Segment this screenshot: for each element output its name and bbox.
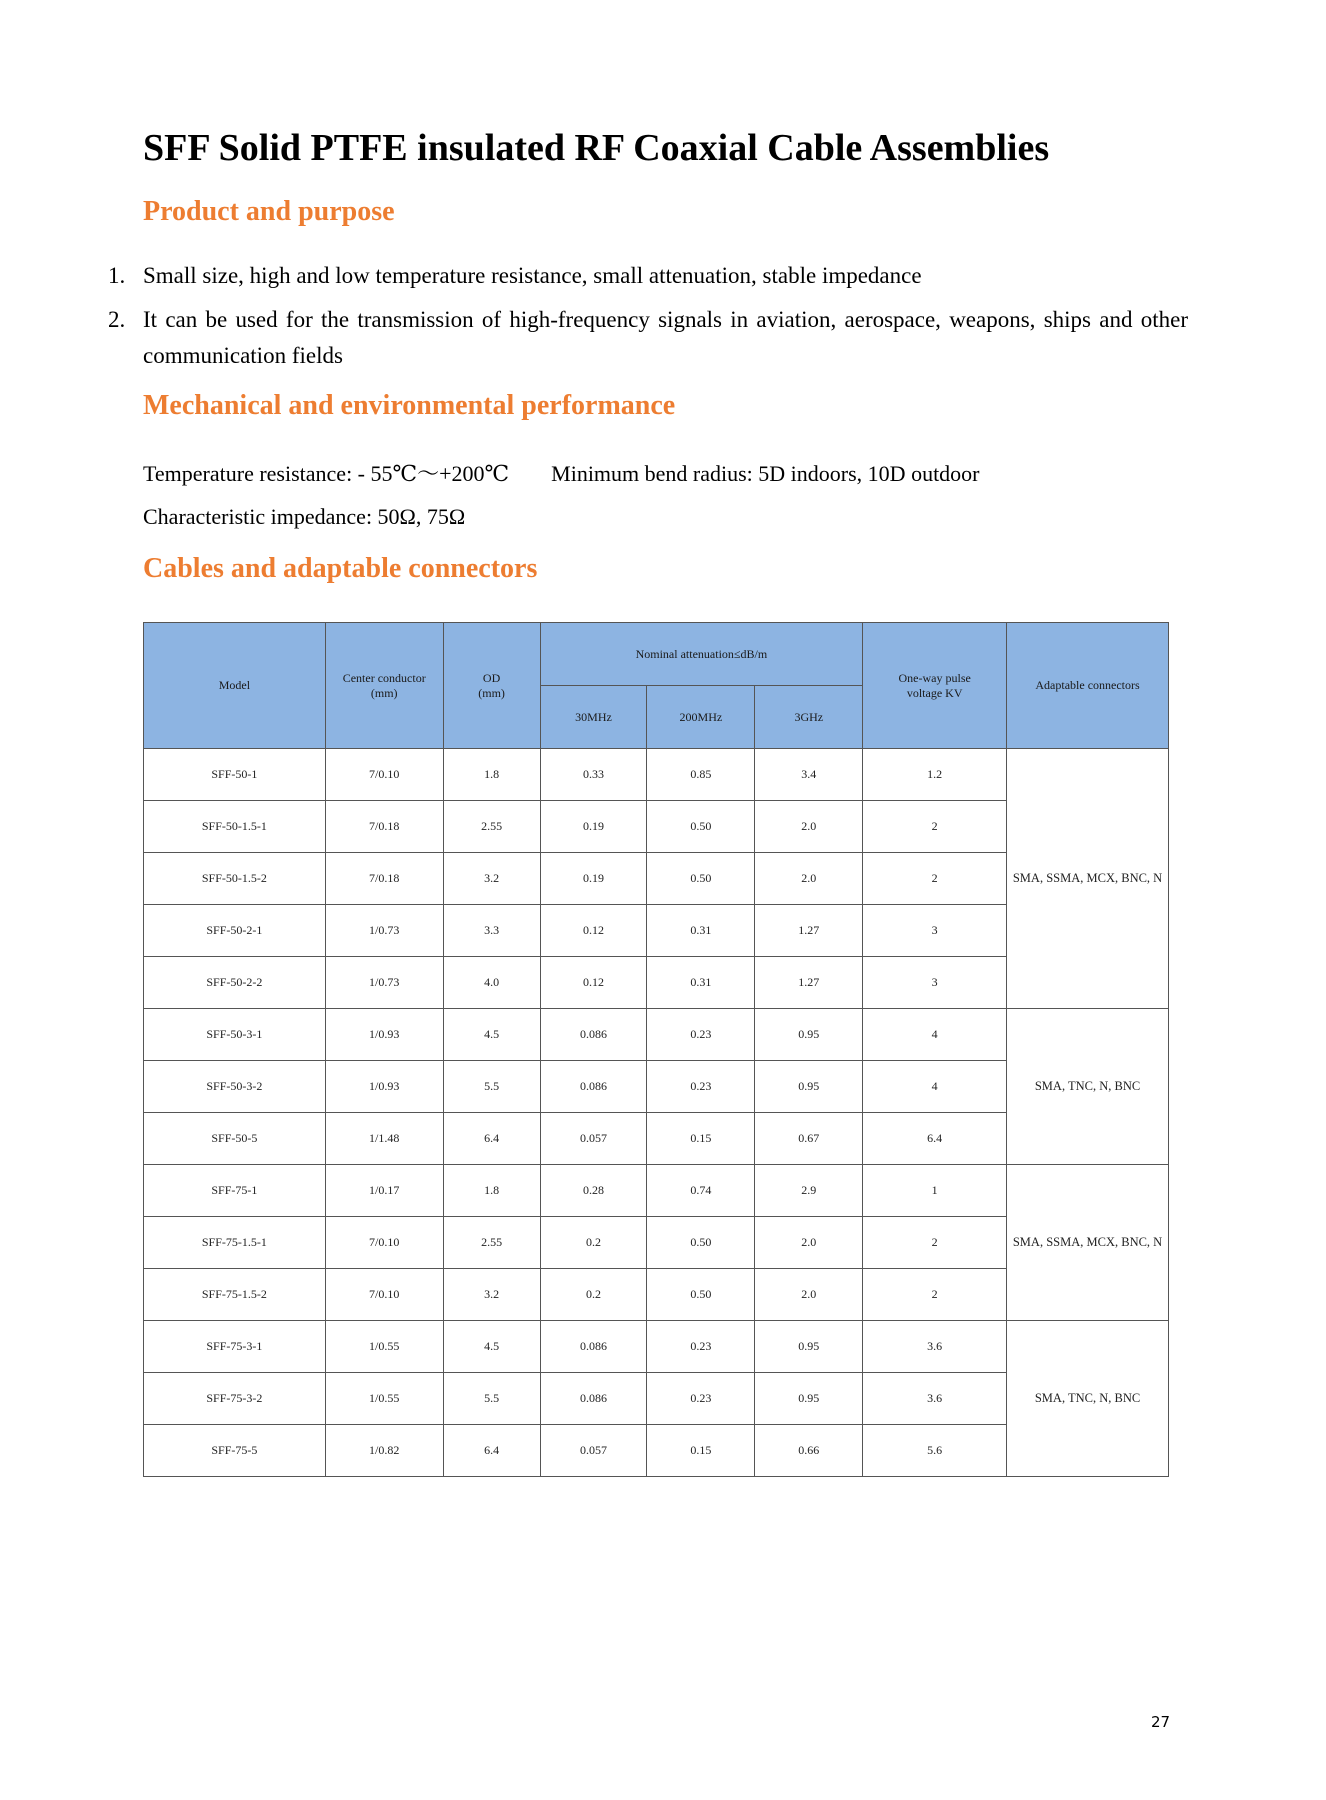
header-200mhz: 200MHz (647, 686, 755, 749)
cell-attenuation-200mhz: 0.50 (647, 1217, 755, 1269)
cell-attenuation-3ghz: 2.0 (755, 853, 863, 905)
cell-pulse-voltage: 2 (863, 1217, 1007, 1269)
cell-attenuation-200mhz: 0.50 (647, 801, 755, 853)
cell-pulse-voltage: 3.6 (863, 1373, 1007, 1425)
cell-center-conductor: 7/0.18 (325, 801, 443, 853)
cell-adaptable-connectors: SMA, SSMA, MCX, BNC, N (1007, 749, 1169, 1009)
cell-attenuation-200mhz: 0.85 (647, 749, 755, 801)
cell-od: 4.5 (443, 1321, 540, 1373)
cell-attenuation-200mhz: 0.31 (647, 957, 755, 1009)
cable-spec-table (143, 622, 1169, 1477)
header-model: Model (144, 623, 326, 749)
cell-attenuation-3ghz: 0.95 (755, 1009, 863, 1061)
cell-od: 3.3 (443, 905, 540, 957)
cell-pulse-voltage: 4 (863, 1009, 1007, 1061)
section-heading-product: Product and purpose (143, 196, 395, 227)
section-heading-cables: Cables and adaptable connectors (143, 553, 538, 584)
cell-pulse-voltage: 1.2 (863, 749, 1007, 801)
cell-center-conductor: 1/1.48 (325, 1113, 443, 1165)
cell-attenuation-3ghz: 0.95 (755, 1321, 863, 1373)
header-pulse-voltage: One-way pulse voltage KV (863, 623, 1007, 749)
cell-center-conductor: 7/0.10 (325, 1217, 443, 1269)
cell-pulse-voltage: 2 (863, 853, 1007, 905)
cell-model: SFF-75-3-1 (144, 1321, 326, 1373)
cell-attenuation-3ghz: 3.4 (755, 749, 863, 801)
cell-model: SFF-50-5 (144, 1113, 326, 1165)
page-title: SFF Solid PTFE insulated RF Coaxial Cable Assemblies (143, 127, 1050, 169)
cell-attenuation-3ghz: 2.9 (755, 1165, 863, 1217)
table-row (144, 1009, 1169, 1061)
cell-adaptable-connectors: SMA, SSMA, MCX, BNC, N (1007, 1165, 1169, 1321)
cell-pulse-voltage: 3 (863, 905, 1007, 957)
cell-attenuation-3ghz: 1.27 (755, 905, 863, 957)
cell-attenuation-30mhz: 0.19 (540, 801, 647, 853)
header-center-conductor-unit: (mm) (370, 685, 398, 700)
cell-center-conductor: 1/0.73 (325, 905, 443, 957)
cell-pulse-voltage: 6.4 (863, 1113, 1007, 1165)
cell-pulse-voltage: 2 (863, 1269, 1007, 1321)
list-item (108, 258, 1188, 294)
header-center-conductor-label: Center conductor (342, 670, 426, 685)
temperature-spec: Temperature resistance: - 55℃～+200℃ (143, 461, 510, 486)
table-header (144, 623, 1169, 749)
bend-radius-spec: Minimum bend radius: 5D indoors, 10D outdoor (551, 461, 980, 486)
cell-center-conductor: 1/0.73 (325, 957, 443, 1009)
cell-pulse-voltage: 1 (863, 1165, 1007, 1217)
table-row (144, 1165, 1169, 1217)
list-item-number: 1. (108, 263, 126, 288)
cell-model: SFF-75-5 (144, 1425, 326, 1477)
section-heading-mechanical: Mechanical and environmental performance (143, 390, 676, 421)
cell-center-conductor: 1/0.55 (325, 1321, 443, 1373)
table-row (144, 749, 1169, 801)
cell-center-conductor: 1/0.55 (325, 1373, 443, 1425)
cell-attenuation-3ghz: 2.0 (755, 801, 863, 853)
cell-center-conductor: 1/0.82 (325, 1425, 443, 1477)
cell-od: 6.4 (443, 1113, 540, 1165)
cell-pulse-voltage: 5.6 (863, 1425, 1007, 1477)
header-3ghz: 3GHz (755, 686, 863, 749)
cell-attenuation-3ghz: 0.95 (755, 1373, 863, 1425)
cell-center-conductor: 7/0.18 (325, 853, 443, 905)
header-connectors: Adaptable connectors (1007, 623, 1169, 749)
cell-adaptable-connectors: SMA, TNC, N, BNC (1007, 1321, 1169, 1477)
cell-od: 1.8 (443, 1165, 540, 1217)
cell-od: 4.5 (443, 1009, 540, 1061)
header-attenuation: Nominal attenuation≤dB/m (540, 623, 863, 686)
table-row (144, 1321, 1169, 1373)
list-item (108, 302, 1188, 374)
cell-attenuation-200mhz: 0.23 (647, 1009, 755, 1061)
cell-model: SFF-75-1 (144, 1165, 326, 1217)
cell-od: 5.5 (443, 1061, 540, 1113)
cell-attenuation-200mhz: 0.31 (647, 905, 755, 957)
page-number: 27 (1151, 1713, 1171, 1731)
cell-attenuation-200mhz: 0.15 (647, 1425, 755, 1477)
cell-model: SFF-50-1 (144, 749, 326, 801)
cell-attenuation-200mhz: 0.23 (647, 1321, 755, 1373)
cell-attenuation-3ghz: 1.27 (755, 957, 863, 1009)
list-item-text: Small size, high and low temperature resistance, small attenuation, stable impedance (143, 263, 922, 288)
list-item-number: 2. (108, 307, 126, 332)
cell-attenuation-30mhz: 0.28 (540, 1165, 647, 1217)
cell-od: 5.5 (443, 1373, 540, 1425)
cell-attenuation-30mhz: 0.086 (540, 1321, 647, 1373)
cell-attenuation-3ghz: 2.0 (755, 1217, 863, 1269)
cell-pulse-voltage: 2 (863, 801, 1007, 853)
cell-attenuation-30mhz: 0.086 (540, 1009, 647, 1061)
cell-model: SFF-75-1.5-1 (144, 1217, 326, 1269)
header-center-conductor (325, 623, 443, 749)
cell-od: 3.2 (443, 853, 540, 905)
cell-attenuation-30mhz: 0.057 (540, 1113, 647, 1165)
table-body (144, 749, 1169, 1477)
cell-attenuation-200mhz: 0.50 (647, 853, 755, 905)
header-30mhz: 30MHz (540, 686, 647, 749)
impedance-spec: Characteristic impedance: 50Ω, 75Ω (143, 504, 466, 529)
cell-attenuation-200mhz: 0.50 (647, 1269, 755, 1321)
cell-attenuation-30mhz: 0.2 (540, 1269, 647, 1321)
cell-model: SFF-50-3-2 (144, 1061, 326, 1113)
cell-attenuation-200mhz: 0.23 (647, 1373, 755, 1425)
cell-attenuation-200mhz: 0.15 (647, 1113, 755, 1165)
cell-attenuation-30mhz: 0.12 (540, 957, 647, 1009)
cell-model: SFF-75-3-2 (144, 1373, 326, 1425)
cell-center-conductor: 7/0.10 (325, 1269, 443, 1321)
cell-center-conductor: 1/0.93 (325, 1009, 443, 1061)
cell-pulse-voltage: 4 (863, 1061, 1007, 1113)
cell-model: SFF-50-3-1 (144, 1009, 326, 1061)
cell-model: SFF-50-1.5-1 (144, 801, 326, 853)
spec-line-1 (143, 457, 980, 488)
cell-attenuation-30mhz: 0.086 (540, 1061, 647, 1113)
cell-center-conductor: 7/0.10 (325, 749, 443, 801)
cell-attenuation-30mhz: 0.086 (540, 1373, 647, 1425)
cell-od: 4.0 (443, 957, 540, 1009)
cell-attenuation-200mhz: 0.23 (647, 1061, 755, 1113)
header-od (443, 623, 540, 749)
cell-attenuation-3ghz: 0.67 (755, 1113, 863, 1165)
cell-model: SFF-50-2-1 (144, 905, 326, 957)
purpose-list (108, 258, 1188, 382)
cell-attenuation-30mhz: 0.19 (540, 853, 647, 905)
cell-attenuation-3ghz: 0.95 (755, 1061, 863, 1113)
list-item-text: It can be used for the transmission of high-frequency signals in aviation, aerospace, weapons, ships and other communication fields (143, 307, 1188, 368)
cell-od: 3.2 (443, 1269, 540, 1321)
header-od-label: OD (482, 670, 501, 685)
cell-model: SFF-75-1.5-2 (144, 1269, 326, 1321)
cell-od: 2.55 (443, 1217, 540, 1269)
cell-od: 2.55 (443, 801, 540, 853)
cell-pulse-voltage: 3.6 (863, 1321, 1007, 1373)
cell-attenuation-3ghz: 0.66 (755, 1425, 863, 1477)
cell-attenuation-3ghz: 2.0 (755, 1269, 863, 1321)
cell-center-conductor: 1/0.17 (325, 1165, 443, 1217)
cell-od: 6.4 (443, 1425, 540, 1477)
header-od-unit: (mm) (478, 685, 505, 700)
cell-center-conductor: 1/0.93 (325, 1061, 443, 1113)
cell-attenuation-30mhz: 0.2 (540, 1217, 647, 1269)
cell-model: SFF-50-1.5-2 (144, 853, 326, 905)
cell-attenuation-200mhz: 0.74 (647, 1165, 755, 1217)
cell-od: 1.8 (443, 749, 540, 801)
cell-attenuation-30mhz: 0.057 (540, 1425, 647, 1477)
cell-adaptable-connectors: SMA, TNC, N, BNC (1007, 1009, 1169, 1165)
cell-pulse-voltage: 3 (863, 957, 1007, 1009)
cell-attenuation-30mhz: 0.12 (540, 905, 647, 957)
cell-attenuation-30mhz: 0.33 (540, 749, 647, 801)
cell-model: SFF-50-2-2 (144, 957, 326, 1009)
